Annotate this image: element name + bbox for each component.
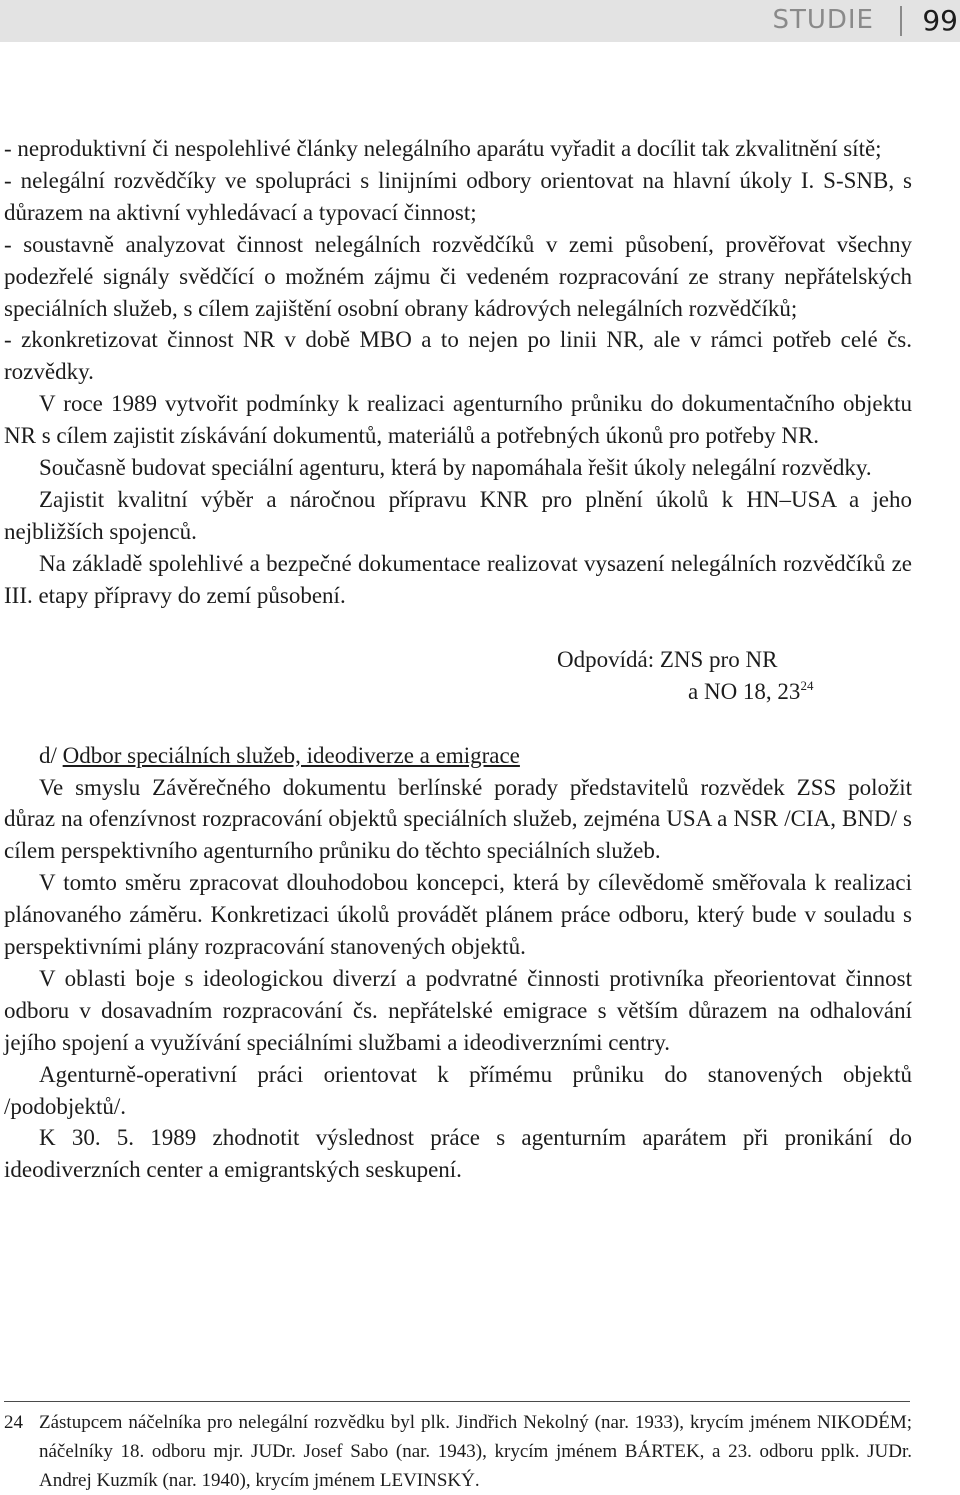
page-header — [0, 0, 960, 42]
paragraph: Na základě spolehlivé a bezpečné dokumentace realizovat vysazení nelegálních rozvědčíků ze III. etapy přípravy do zemí působení. — [4, 550, 912, 608]
paragraph: Současně budovat speciální agenturu, která by napomáhala řešit úkoly nelegální rozvědky. — [39, 455, 872, 481]
paragraph: V roce 1989 vytvořit podmínky k realizaci agenturního průniku do dokumentačního objektu NR s cílem zajistit získávání dokumentů, materiálů a potřebných úkonů pro potřeby NR. — [4, 391, 912, 449]
paragraph: - zkonkretizovat činnost NR v době MBO a to nejen po linii NR, ale v rámci potřeb celé čs. rozvědky. — [4, 327, 912, 385]
section-letter: d/ — [39, 742, 57, 768]
paragraph: V tomto směru zpracovat dlouhodobou koncepci, která by cílevědomě směřovala k realizaci plánovaného záměru. Konkretizaci úkolů provádět plánem práce odboru, který bude v souladu s perspektivními plány rozpracování stanovených objektů. — [4, 870, 912, 960]
paragraph: Zajistit kvalitní výběr a náročnou přípravu KNR pro plnění úkolů k HN–USA a jeho nejbližších spojenců. — [4, 486, 912, 544]
paragraph: - soustavně analyzovat činnost nelegálních rozvědčíků v zemi působení, prověřovat všechny podezřelé signály svědčící o možném zájmu či vedeném rozpracování ze strany nepřátelských speciálních služeb, s cílem zajištění osobní obrany kádrových nelegálních rozvědčíků; — [4, 231, 912, 321]
section-heading — [4, 740, 912, 772]
footnote — [4, 1408, 912, 1495]
footnote-text: Zástupcem náčelníka pro nelegální rozvědku byl plk. Jindřich Nekolný (nar. 1933), krycím jménem NIKODÉM; náčelníky 18. odboru mjr. JUDr. Josef Sabo (nar. 1943), krycím jménem BÁRTEK, a 23. odboru pplk. JUDr. Andrej Kuzmík (nar. 1940), krycím jménem LEVINSKÝ. — [39, 1412, 912, 1491]
footnote-reference[interactable]: 24 — [800, 677, 814, 693]
paragraph: V oblasti boje s ideologickou diverzí a podvratné činnosti protivníka přeorientovat činnost odboru v dosavadním rozpracování čs. nepřátelské emigrace s větším důrazem na odhalování jejího spojení a využívání speciálními službami a ideodiverzními centry. — [4, 965, 912, 1055]
footnote-divider — [4, 1401, 910, 1402]
page-number: 99 — [922, 4, 958, 37]
body-text — [4, 133, 912, 1186]
header-divider — [900, 6, 902, 36]
responsible-line: Odpovídá: ZNS pro NR — [557, 646, 778, 672]
responsible-line-2 — [688, 676, 813, 708]
paragraph: - nelegální rozvědčíky ve spolupráci s linijními odbory orientovat na hlavní úkoly I. S-SNB, s důrazem na aktivní vyhledávací a typovací činnost; — [4, 167, 912, 225]
responsibility-note — [4, 612, 912, 740]
paragraph: - neproduktivní či nespolehlivé články nelegálního aparátu vyřadit a docílit tak zkvalitnění sítě; — [4, 136, 882, 161]
responsible-units: a NO 18, 23 — [688, 678, 801, 704]
paragraph: K 30. 5. 1989 zhodnotit výslednost práce s agenturním aparátem při pronikání do ideodiverzních center a emigrantských seskupení. — [4, 1125, 912, 1183]
running-title: STUDIE — [772, 5, 874, 35]
footnote-number: 24 — [4, 1412, 23, 1433]
paragraph: Agenturně-operativní práci orientovat k přímému průniku do stanovených objektů /podobjektů/. — [4, 1061, 912, 1119]
section-title: Odbor speciálních služeb, ideodiverze a emigrace — [62, 742, 520, 768]
paragraph: Ve smyslu Závěrečného dokumentu berlínské porady představitelů rozvědek ZSS položit důraz na ofenzívnost rozpracování objektů speciálních služeb, zejména USA a NSR /CIA, BND/ s cílem perspektivního agenturního průniku do těchto speciálních služeb. — [4, 774, 912, 864]
